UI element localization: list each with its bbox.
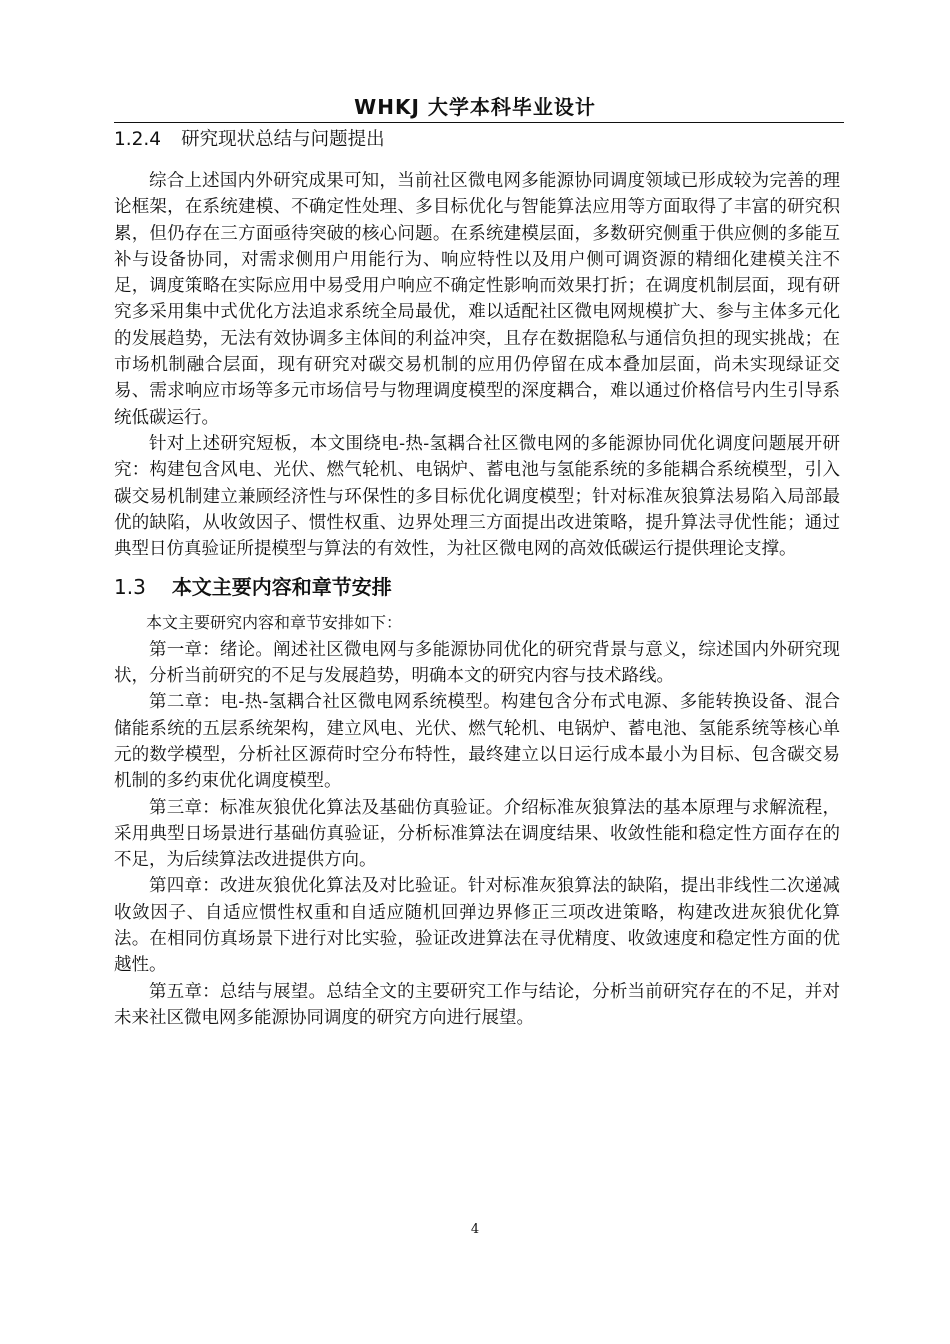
chapter-item: 第一章：绪论。阐述社区微电网与多能源协同优化的研究背景与意义，综述国内外研究现状，分析当前研究的不足与发展趋势，明确本文的研究内容与技术路线。 xyxy=(114,639,840,687)
spacer xyxy=(114,602,840,610)
chapter-item: 第三章：标准灰狼优化算法及基础仿真验证。介绍标准灰狼算法的基本原理与求解流程，采用典型日场景进行基础仿真验证，分析标准算法在调度结果、收敛性能和稳定性方面存在的不足，为后续算法改进提供方向。 xyxy=(114,797,840,871)
chapter-intro: 本文主要研究内容和章节安排如下： xyxy=(146,613,403,633)
chapter-item: 第四章：改进灰狼优化算法及对比验证。针对标准灰狼算法的缺陷，提出非线性二次递减收敛因子、自适应惯性权重和自适应随机回弹边界修正三项改进策略，构建改进灰狼优化算法。在相同仿真场景下进行对比实验，验证改进算法在寻优精度、收敛速度和稳定性方面的优越性。 xyxy=(114,876,840,976)
page-number: 4 xyxy=(470,1222,480,1237)
section-title: 本文主要内容和章节安排 xyxy=(171,575,392,600)
section-number: 1.2.4 xyxy=(114,129,162,150)
chapter-item: 第二章：电-热-氢耦合社区微电网系统模型。构建包含分布式电源、多能转换设备、混合储能系统的五层系统架构，建立风电、光伏、燃气轮机、电锅炉、蓄电池、氢能系统等核心单元的数学模型，分析社区源荷时空分布特性，最终建立以日运行成本最小为目标、包含碳交易机制的多约束优化调度模型。 xyxy=(114,692,840,792)
spacer xyxy=(114,562,840,572)
running-header: WHKJ 大学本科毕业设计 xyxy=(354,95,596,119)
body-paragraph: 针对上述研究短板，本文围绕电-热-氢耦合社区微电网的多能源协同优化调度问题展开研究：构建包含风电、光伏、燃气轮机、电锅炉、蓄电池与氢能系统的多能耦合系统模型，引入碳交易机制建立兼顾经济性与环保性的多目标优化调度模型；针对标准灰狼算法易陷入局部最优的缺陷，从收敛因子、惯性权重、边界处理三方面提出改进策略，提升算法寻优性能；通过典型日仿真验证所提模型与算法的有效性，为社区微电网的高效低碳运行提供理论支撑。 xyxy=(114,433,840,560)
chapter-item: 第五章：总结与展望。总结全文的主要研究工作与结论，分析当前研究存在的不足，并对未来社区微电网多能源协同调度的研究方向进行展望。 xyxy=(114,981,840,1028)
header-divider xyxy=(114,122,844,123)
body-paragraph: 综合上述国内外研究成果可知，当前社区微电网多能源协同调度领域已形成较为完善的理论框架，在系统建模、不确定性处理、多目标优化与智能算法应用等方面取得了丰富的研究积累，但仍存在三方面亟待突破的核心问题。在系统建模层面，多数研究侧重于供应侧的多能互补与设备协同，对需求侧用户用能行为、响应特性以及用户侧可调资源的精细化建模关注不足，调度策略在实际应用中易受用户响应不确定性影响而效果打折；在调度机制层面，现有研究多采用集中式优化方法追求系统全局最优，难以适配社区微电网规模扩大、参与主体多元化的发展趋势，无法有效协调多主体间的利益冲突，且存在数据隐私与通信负担的现实挑战；在市场机制融合层面，现有研究对碳交易机制的应用仍停留在成本叠加层面，尚未实现绿证交易、需求响应市场等多元市场信号与物理调度模型的深度耦合，难以通过价格信号内生引导系统低碳运行。 xyxy=(114,171,840,428)
section-title: 研究现状总结与问题提出 xyxy=(181,129,385,150)
section-number: 1.3 xyxy=(114,575,146,600)
section-heading-1-3 xyxy=(114,572,840,602)
page-body xyxy=(114,126,840,1031)
section-heading-1-2-4 xyxy=(114,126,840,154)
spacer xyxy=(114,154,840,168)
